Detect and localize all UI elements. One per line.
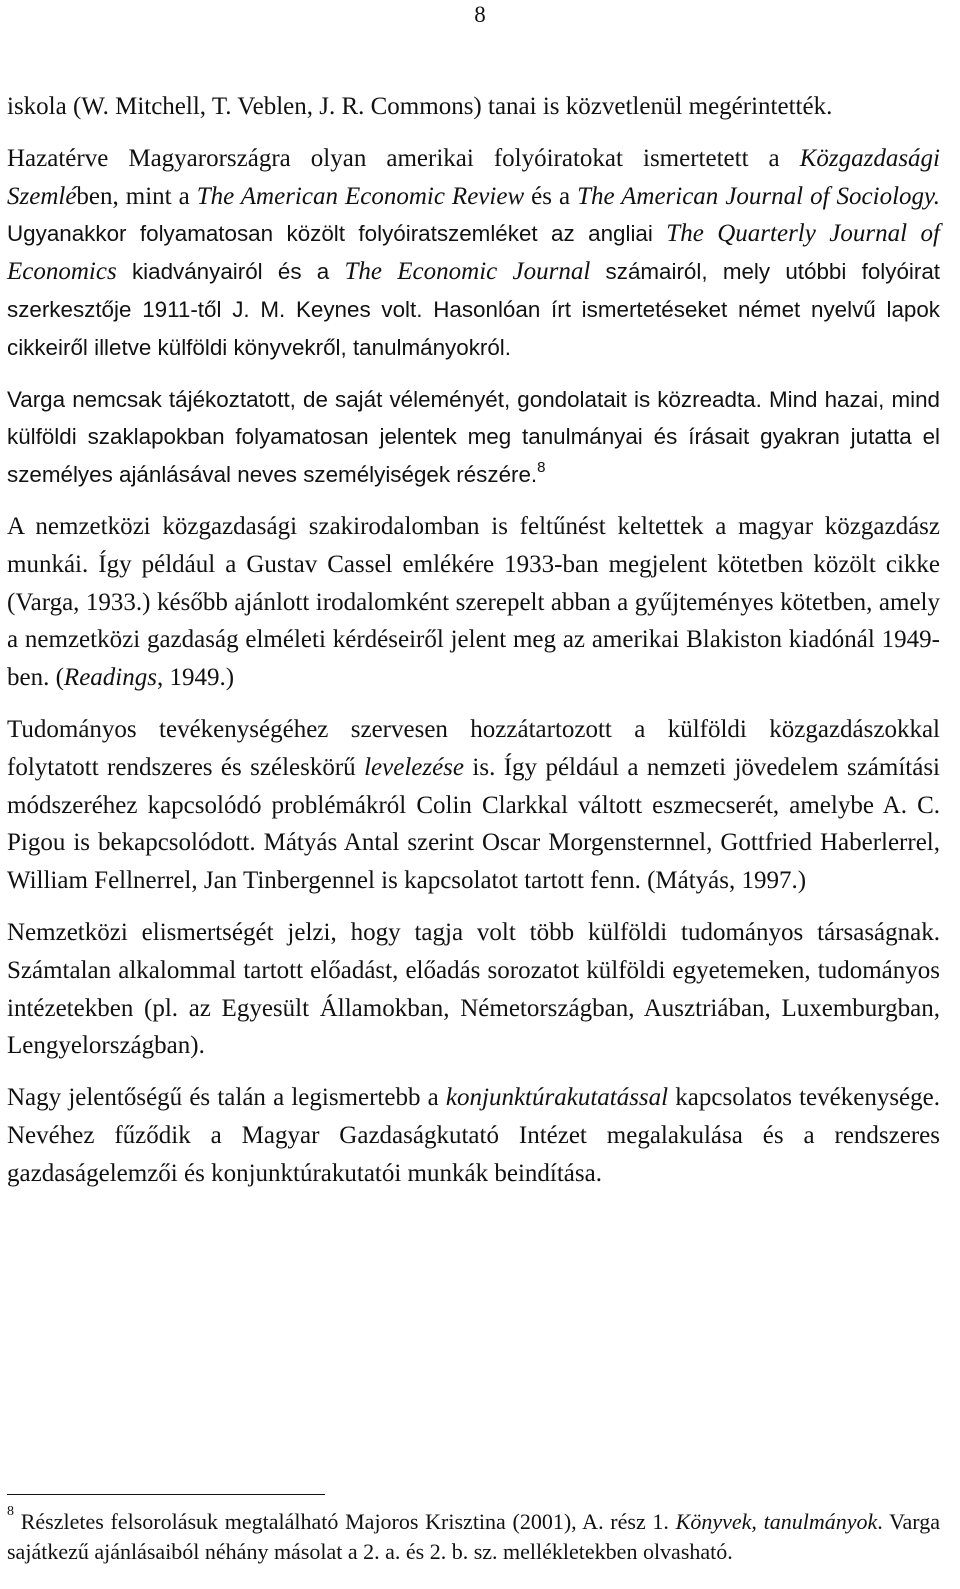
page-number: 8 (474, 2, 486, 27)
footnote-number: 8 (7, 1503, 14, 1519)
paragraph (7, 508, 940, 697)
footnote-text: Részletes felsorolásuk megtalálható Majoros Krisztina (2001), A. rész 1. (14, 1509, 676, 1534)
text-run: The American Journal of Sociology. (577, 182, 940, 210)
text-run: kiadványairól és a (116, 259, 345, 285)
text-run: Ugyanakkor folyamatosan közölt folyóiratszemléket az angliai (7, 221, 667, 247)
text-run: ben, mint a (76, 182, 197, 210)
paragraph (7, 140, 940, 367)
text-run: iskola (W. Mitchell, T. Veblen, J. R. Commons) tanai is közvetlenül megérintették. (7, 93, 833, 120)
text-run: és a (524, 182, 578, 210)
text-run: Tudományos tevékenységéhez szervesen hozzátartozott a külföldi közgazdászokkal folytatott rendszeres és széleskörű (7, 715, 940, 781)
text-run: is. Így például a nemzeti jövedelem számítási módszeréhez kapcsolódó problémákról Colin Clarkkal váltott eszmecserét, amelybe A. C. Pigou is bekapcsolódott. Mátyás Antal szerint Oscar Morgensternnel, Gottfried Haberlerrel, William Fellnerrel, Jan Tinbergennel is kapcsolatot tartott fenn. (Mátyás, 1997.) (7, 753, 940, 895)
text-run: A nemzetközi közgazdasági szakirodalomban is feltűnést keltettek a magyar közgazdász munkái. Így például a Gustav Cassel emlékére 1933-ban megjelent kötetben közölt cikke (Varga, 1933.) később ajánlott irodalomként szerepelt abban a gyűjteményes kötetben, amely a nemzetközi gazdaság elméleti kérdéseiről jelent meg az amerikai Blakiston kiadónál 1949-ben. ( (7, 512, 940, 692)
paragraph (7, 381, 940, 494)
text-run: , 1949.) (156, 664, 235, 692)
text-run: Nemzetközi elismertségét jelzi, hogy tagja volt több külföldi tudományos társaságnak. Számtalan alkalommal tartott előadást, előadás sorozatot külföldi egyetemeken, tudományos intézetekben (pl. az Egyesült Államokban, Németországban, Ausztriában, Luxemburgban, Lengyelországban). (7, 918, 940, 1060)
text-run: konjunktúrakutatással (445, 1084, 669, 1112)
footnote-reference: 8 (537, 458, 546, 476)
paragraph (7, 914, 940, 1065)
text-run: Hazatérve Magyarországra olyan amerikai folyóiratokat ismertetett a (7, 144, 800, 172)
text-run: számairól, mely utóbbi folyóirat szerkesztője 1911-től J. M. Keynes volt. Hasonlóan írt ismertetéseket német nyelvű lapok cikkeiről illetve külföldi könyvekről, tanulmányokról. (7, 259, 941, 360)
text-run: The American Economic Review (196, 182, 525, 210)
text-run: The Quarterly Journal of Economics (7, 220, 940, 286)
text-run: Varga nemcsak tájékoztatott, de saját véleményét, gondolatait is közreadta. Mind hazai, mind külföldi szaklapokban folyamatosan jelentek meg tanulmányai és írásait gyakran jutatta el személyes ajánlásával neves személyiségek részére. (7, 386, 940, 488)
text-run: kapcsolatos tevékenysége. Nevéhez fűződik a Magyar Gazdaságkutató Intézet megalakulása és a rendszeres gazdaságelemzői és konjunktúrakutatói munkák beindítása. (7, 1084, 941, 1187)
paragraph (7, 711, 940, 900)
footnote (7, 1503, 940, 1567)
paragraph (7, 88, 940, 126)
text-run: Readings (63, 664, 157, 692)
text-run: Közgazdasági Szemlé (7, 144, 940, 210)
body-text (7, 88, 940, 1207)
footnote-text: . Varga sajátkezű ajánlásaiból néhány másolat a 2. a. és 2. b. sz. mellékletekben olvasható. (7, 1509, 940, 1564)
paragraph (7, 1079, 940, 1192)
text-run: Nagy jelentőségű és talán a legismertebb a (7, 1084, 446, 1112)
footnote-separator (7, 1494, 325, 1495)
text-run: The Economic Journal (344, 258, 591, 286)
footnote-text: Könyvek, tanulmányok (675, 1509, 878, 1534)
text-run: levelezése (364, 753, 465, 781)
